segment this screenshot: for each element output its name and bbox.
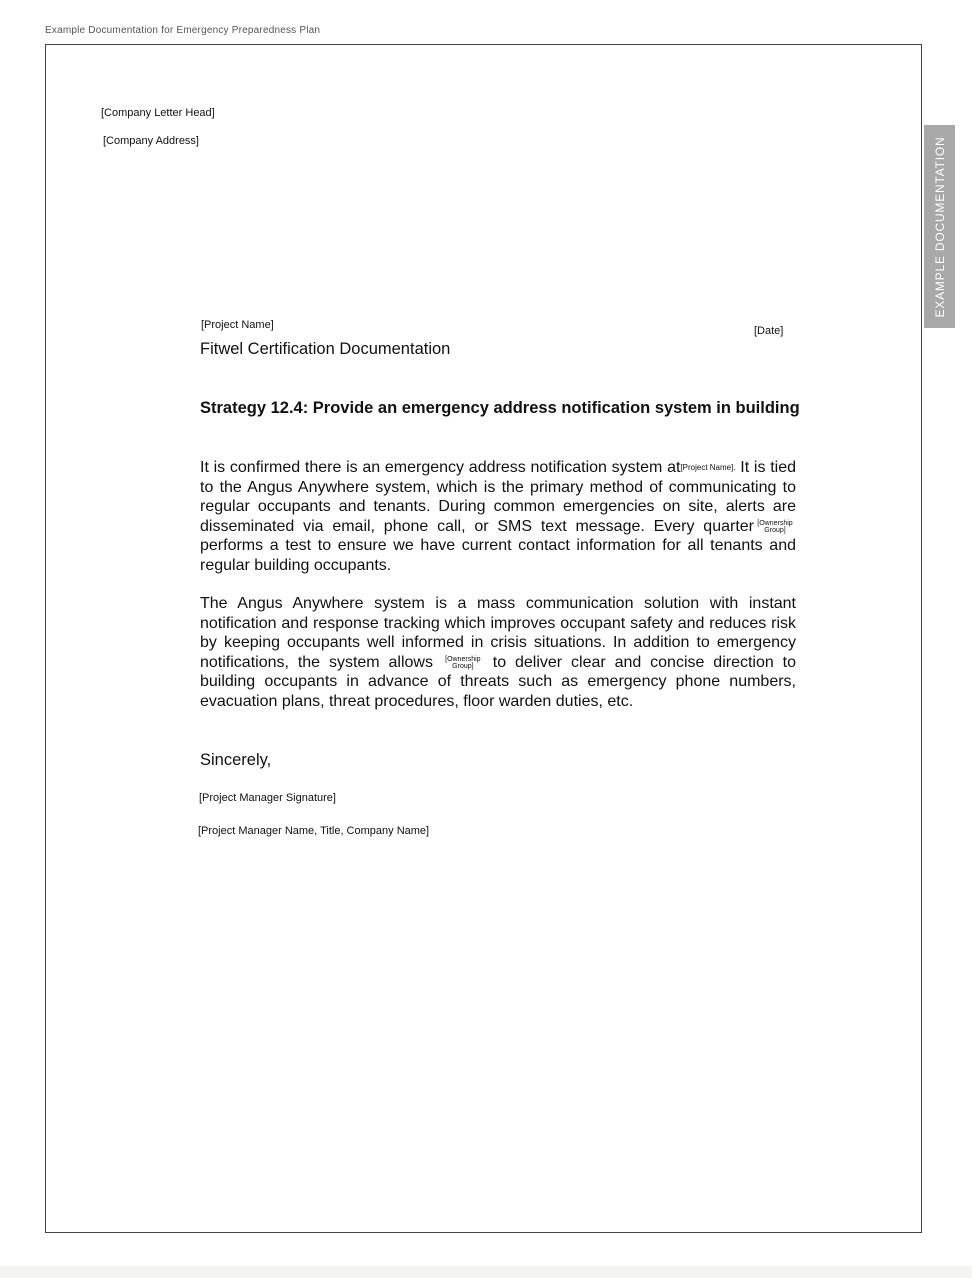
paragraph-text: It is confirmed there is an emergency address notification system at — [200, 459, 681, 476]
paragraph-text: The Angus Anywhere system is a mass communication solution with instant notification and response tracking which improves occupant safety and reduces risk by keeping occupants well informed in crisis situations. In addition to emergency notifications, the system allows — [200, 595, 796, 671]
paragraph-text: to deliver clear and concise direction to building occupants in advance of threats such as emergency phone numbers, evacuation plans, threat procedures, floor warden duties, etc. — [200, 653, 797, 710]
name-title-placeholder: [Project Manager Name, Title, Company Name] — [198, 825, 430, 837]
header-caption: Example Documentation for Emergency Preparedness Plan — [45, 25, 321, 36]
strategy-heading: Strategy 12.4: Provide an emergency address notification system in building — [200, 399, 800, 417]
ownership-line: Group] — [764, 526, 786, 534]
date: [Date] — [754, 325, 784, 337]
company-address: [Company Address] — [103, 135, 199, 147]
company-letter-head: [Company Letter Head] — [101, 107, 215, 119]
inline-ownership-group — [754, 520, 796, 534]
inline-ownership-group — [442, 656, 484, 670]
closing: Sincerely, — [200, 751, 272, 769]
paragraph-text: It is tied to the Angus Anywhere system, which is the primary method of communicating to regular occupants and tenants. During common emergencies on site, alerts are disseminated via email, phone call, or SMS text message. Every quarter — [200, 459, 797, 535]
inline-project-name: [Project Name]. — [680, 463, 736, 472]
signature-placeholder: [Project Manager Signature] — [199, 792, 336, 804]
ownership-line: [Ownership — [445, 655, 481, 663]
ownership-line: [Ownership — [757, 519, 793, 527]
paragraph-system-description — [200, 594, 796, 712]
bottom-band — [0, 1266, 972, 1278]
document-title: Fitwel Certification Documentation — [200, 340, 451, 358]
side-tab-label: EXAMPLE DOCUMENTATION — [932, 135, 947, 318]
document-frame — [45, 44, 922, 1233]
paragraph-confirmation — [200, 458, 796, 576]
ownership-line: Group] — [452, 662, 474, 670]
side-tab — [924, 125, 955, 328]
paragraph-text: performs a test to ensure we have current contact information for all tenants and regular building occupants. — [200, 537, 796, 574]
project-name: [Project Name] — [201, 319, 274, 331]
